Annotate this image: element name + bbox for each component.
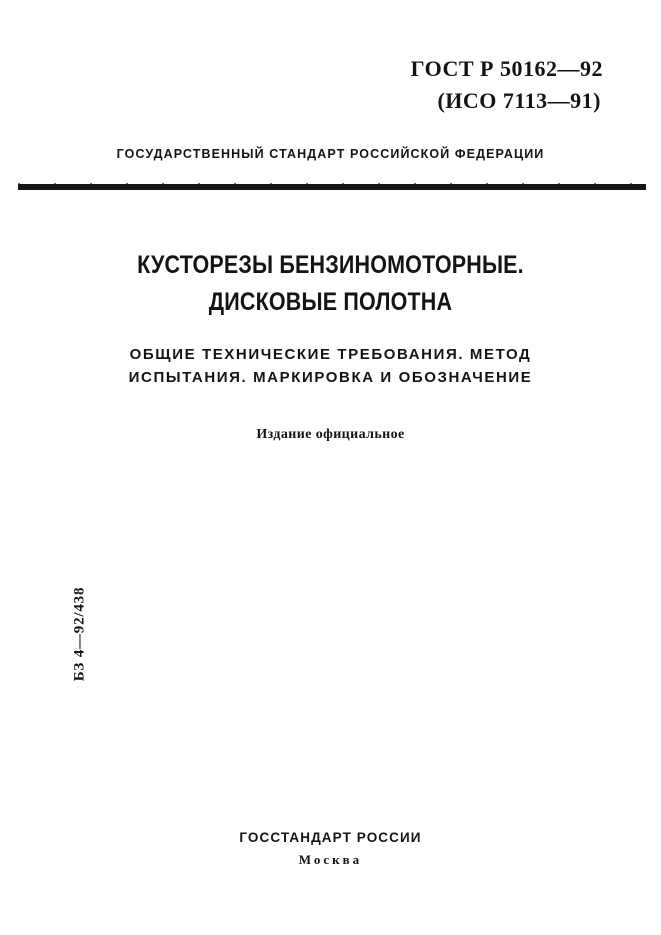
divider-rule bbox=[18, 184, 646, 190]
document-subtitle-line-2: ИСПЫТАНИЯ. МАРКИРОВКА И ОБОЗНАЧЕНИЕ bbox=[128, 369, 533, 386]
document-title-line-1: КУСТОРЕЗЫ БЕНЗИНОМОТОРНЫЕ. bbox=[137, 251, 524, 279]
state-standard-heading: ГОСУДАРСТВЕННЫЙ СТАНДАРТ РОССИЙСКОЙ ФЕДЕРАЦИИ bbox=[116, 147, 545, 161]
gost-number: ГОСТ Р 50162—92 bbox=[410, 56, 603, 81]
edition-label: Издание официальное bbox=[256, 427, 405, 442]
document-subtitle-line-1: ОБЩИЕ ТЕХНИЧЕСКИЕ ТРЕБОВАНИЯ. МЕТОД bbox=[129, 346, 532, 363]
document-title-line-2: ДИСКОВЫЕ ПОЛОТНА bbox=[208, 288, 453, 316]
bz-catalog-code: БЗ 4—92/438 bbox=[71, 586, 88, 682]
iso-number: (ИСО 7113—91) bbox=[437, 88, 601, 113]
publisher-city: Москва bbox=[298, 852, 363, 867]
publisher-name: ГОССТАНДАРТ РОССИИ bbox=[239, 830, 422, 845]
